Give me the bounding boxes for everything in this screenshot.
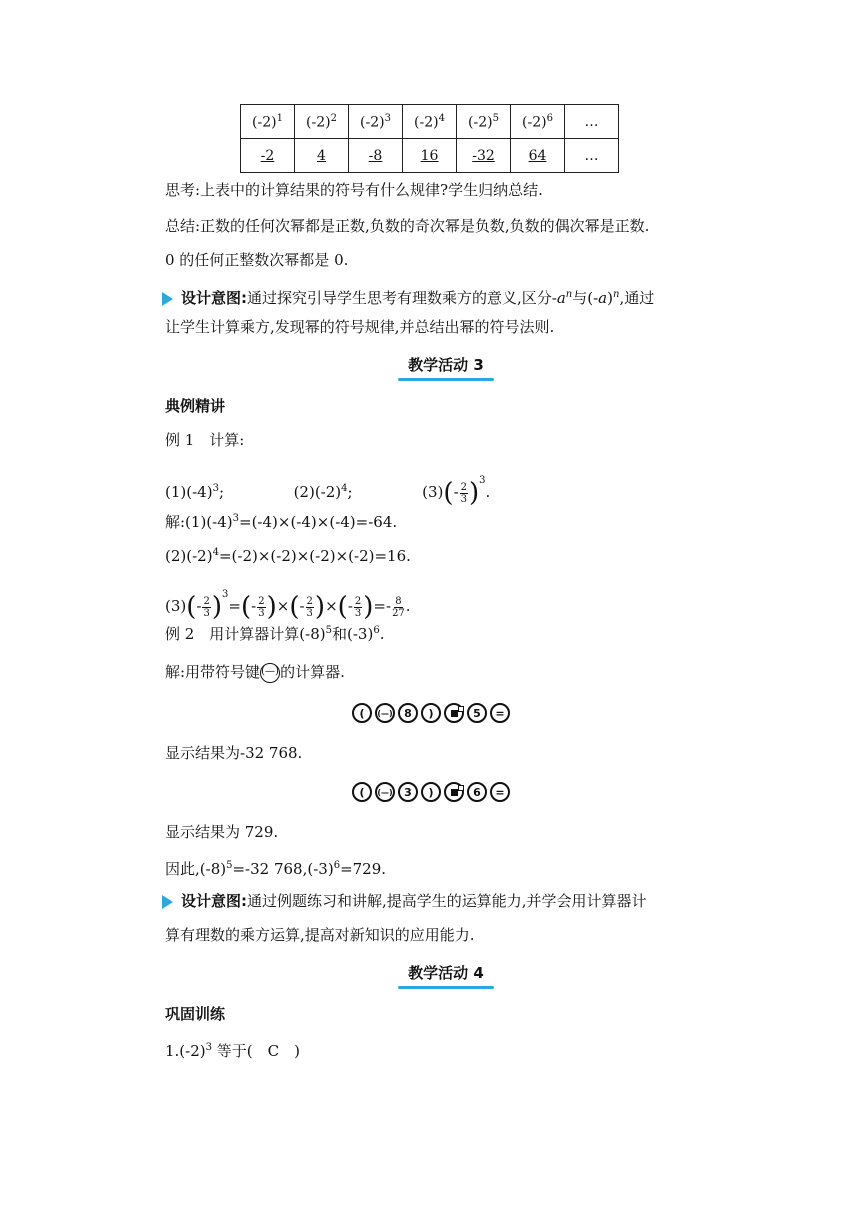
summary-paragraph: 总结:正数的任何次幂都是正数,负数的奇次幂是负数,负数的偶次幂是正数.	[165, 217, 650, 235]
table-cell: $(-2)^5$	[457, 105, 511, 139]
table-row	[241, 105, 619, 139]
item-3: (3)(- $\frac{2}{3}$ )$^3$.	[422, 475, 491, 508]
example-1-items	[165, 466, 491, 508]
design-intent-2: 设计意图:通过例题练习和讲解,提高学生的运算能力,并学会用计算器计	[162, 891, 647, 911]
powers-table	[240, 104, 619, 173]
result-1: 显示结果为-32 768.	[165, 744, 303, 762]
digit-key: 5	[467, 703, 487, 723]
digit-key: 6	[467, 782, 487, 802]
open-paren-key: (	[352, 703, 372, 723]
solution-1-line2: $(2)(-2)^4=(-2)\times(-2)\times(-2)\times(-2)=16$.	[165, 547, 411, 565]
design-intent-1: 设计意图:通过探究引导学生思考有理数乘方的意义,区分$-a^n$与$(-a)^n$,通过	[162, 285, 654, 308]
table-cell: …	[565, 139, 619, 173]
item-2: $(2)(-2)^4$;	[293, 483, 353, 501]
question-1: $1.(-2)^3$ 等于( C )	[165, 1042, 300, 1060]
table-cell: $(-2)^2$	[295, 105, 349, 139]
think-paragraph: 思考:上表中的计算结果的符号有什么规律?学生归纳总结.	[165, 181, 543, 199]
banner-underline	[398, 986, 494, 989]
table-cell: 4	[295, 139, 349, 173]
negative-key: (—)	[375, 703, 395, 723]
close-paren-key: )	[421, 782, 441, 802]
equals-key: =	[490, 703, 510, 723]
example-2-title: 例 2 用计算器计算$(-8)^5$和$(-3)^6$.	[165, 625, 385, 643]
calculator-keys-2	[352, 782, 510, 802]
solution-1-line3: (3)(- $\frac{2}{3}$ )$^3$=(- $\frac{2}{3}$ )×(- $\frac{2}{3}$ )×(- $\frac{2}{3}$ )=- $\frac{8}{27}$ .	[165, 589, 411, 622]
activity-4-banner: 教学活动 4	[400, 962, 492, 983]
table-cell: -8	[349, 139, 403, 173]
activity-3-banner: 教学活动 3	[400, 354, 492, 375]
calculator-keys-1	[352, 703, 510, 723]
design-intent-1-line2: 让学生计算乘方,发现幂的符号规律,并总结出幂的符号法则.	[165, 318, 555, 336]
power-key-icon	[444, 703, 464, 723]
practice-heading: 巩固训练	[165, 1005, 226, 1023]
table-row	[241, 139, 619, 173]
triangle-marker-icon	[162, 292, 173, 306]
table-cell: 64	[511, 139, 565, 173]
item-1: $(1)(-4)^3$;	[165, 483, 225, 501]
example-1-title: 例 1 计算:	[165, 431, 245, 449]
solution-2-line: 解:用带符号键(—)的计算器.	[165, 663, 345, 681]
solution-1-line1: 解$:(1)(-4)^3=(-4)\times(-4)\times(-4)=-64$.	[165, 513, 398, 531]
result-2: 显示结果为 729.	[165, 823, 279, 841]
negative-key: (—)	[375, 782, 395, 802]
conclusion-line: 因此$,(-8)^5=-32$ $768,(-3)^6=729$.	[165, 860, 387, 878]
negative-key-icon: (—)	[260, 663, 280, 683]
banner-underline	[398, 378, 494, 381]
close-paren-key: )	[421, 703, 441, 723]
digit-key: 8	[398, 703, 418, 723]
zero-power-paragraph: 0 的任何正整数次幂都是 0.	[165, 251, 349, 269]
table-cell: …	[565, 105, 619, 139]
table-cell: $(-2)^3$	[349, 105, 403, 139]
open-paren-key: (	[352, 782, 372, 802]
design-intent-2-line2: 算有理数的乘方运算,提高对新知识的应用能力.	[165, 926, 475, 944]
digit-key: 3	[398, 782, 418, 802]
examples-heading: 典例精讲	[165, 397, 226, 415]
power-key-icon	[444, 782, 464, 802]
table-cell: -2	[241, 139, 295, 173]
table-cell: $(-2)^1$	[241, 105, 295, 139]
table-cell: -32	[457, 139, 511, 173]
triangle-marker-icon	[162, 895, 173, 909]
table-cell: $(-2)^6$	[511, 105, 565, 139]
table-cell: 16	[403, 139, 457, 173]
table-cell: $(-2)^4$	[403, 105, 457, 139]
equals-key: =	[490, 782, 510, 802]
